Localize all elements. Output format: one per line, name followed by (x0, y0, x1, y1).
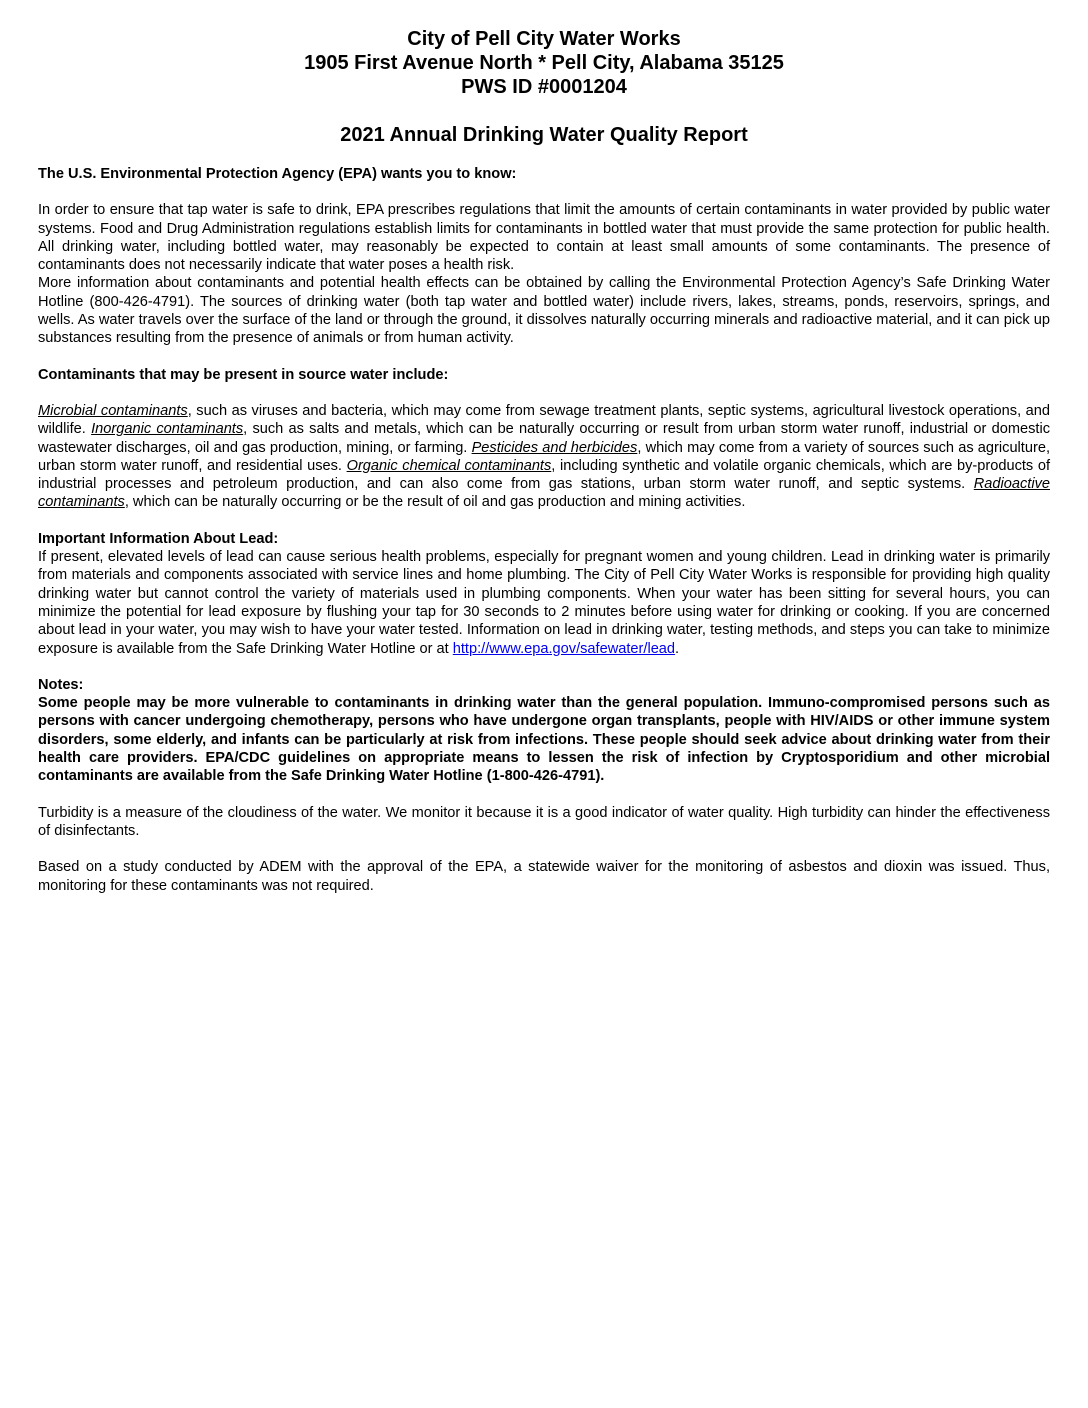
microbial-label: Microbial contaminants (38, 402, 188, 419)
contaminants-heading: Contaminants that may be present in source water include: (38, 366, 449, 383)
epa-heading: The U.S. Environmental Protection Agency (EPA) wants you to know: (38, 166, 517, 182)
pesticides-text: , which may come from a variety of sources such as agriculture, urban storm water runoff, and residential uses. (38, 439, 1051, 474)
radioactive-label: Radioactive contaminants (38, 476, 1050, 511)
radioactive-text: , which can be naturally occurring or be the result of oil and gas production and mining activities. (124, 494, 746, 511)
lead-paragraph (38, 548, 1050, 658)
lead-period: . (675, 640, 680, 657)
utility-name: City of Pell City Water Works (407, 28, 681, 50)
lead-heading: Important Information About Lead: (38, 530, 279, 547)
epa-paragraph-2: More information about contaminants and potential health effects can be obtained by calling the Environmental Protection Agency’s Safe Drinking Water Hotline (800-426-4791). The sources of drinking water (both tap water and bottled water) include rivers, lakes, streams, ponds, reservoirs, springs, and wells. As water travels over the surface of the land or through the ground, it dissolves naturally occurring minerals and radioactive material, and it can pick up substances resulting from the presence of animals or from human activity. (38, 275, 1050, 347)
inorganic-text: , such as salts and metals, which can be naturally occurring or result from urban storm water runoff, industrial or domestic wastewater discharges, oil and gas production, mining, or farming. (38, 421, 1051, 456)
epa-lead-link[interactable]: http://www.epa.gov/safewater/lead (452, 640, 676, 657)
organic-label: Organic chemical contaminants (346, 457, 552, 474)
vulnerable-notice: Some people may be more vulnerable to contaminants in drinking water than the general population. Immuno-compromised persons such as persons with cancer undergoing chemotherapy, persons who have undergone organ transplants, people with HIV/AIDS or other immune system disorders, some elderly, and infants can be particularly at risk from infections. These people should seek advice about drinking water from their health care providers. EPA/CDC guidelines on appropriate means to lessen the risk of infection by Cryptosporidium and other microbial contaminants are available from the Safe Drinking Water Hotline (1-800-426-4791). (38, 695, 1050, 785)
notes-heading: Notes: (38, 676, 84, 693)
contaminants-paragraph (38, 402, 1050, 512)
microbial-text: , such as viruses and bacteria, which may come from sewage treatment plants, septic systems, agricultural livestock operations, and wildlife. (38, 402, 1050, 438)
waiver-paragraph: Based on a study conducted by ADEM with the approval of the EPA, a statewide waiver for the monitoring of asbestos and dioxin was issued. Thus, monitoring for these contaminants was not required. (38, 859, 1050, 894)
lead-text: If present, elevated levels of lead can cause serious health problems, especially for pregnant women and young children. Lead in drinking water is primarily from materials and components associated with service lines and home plumbing. The City of Pell City Water Works is responsible for providing high quality drinking water but cannot control the variety of materials used in plumbing components. When your water has been sitting for several hours, you can minimize the potential for lead exposure by flushing your tap for 30 seconds to 2 minutes before using water for drinking or cooking. If you are concerned about lead in your water, you may wish to have your water tested. Information on lead in drinking water, testing methods, and steps you can take to minimize exposure is available from the Safe Drinking Water Hotline or at (38, 549, 1050, 657)
report-title: 2021 Annual Drinking Water Quality Report (340, 124, 748, 146)
pesticides-label: Pesticides and herbicides (471, 439, 638, 456)
utility-address: 1905 First Avenue North * Pell City, Alabama 35125 (304, 52, 784, 74)
document-content (38, 27, 1050, 895)
pws-id: PWS ID #0001204 (461, 76, 627, 98)
turbidity-paragraph: Turbidity is a measure of the cloudiness of the water. We monitor it because it is a good indicator of water quality. High turbidity can hinder the effectiveness of disinfectants. (38, 804, 1050, 839)
inorganic-label: Inorganic contaminants (91, 421, 244, 438)
epa-paragraph-1: In order to ensure that tap water is safe to drink, EPA prescribes regulations that limit the amounts of certain contaminants in water provided by public water systems. Food and Drug Administration regulations establish limits for contaminants in bottled water that must provide the same protection for public health. All drinking water, including bottled water, may reasonably be expected to contain at least small amounts of some contaminants. The presence of contaminants does not necessarily indicate that water poses a health risk. (38, 202, 1050, 274)
organic-text: , including synthetic and volatile organic chemicals, which are by-products of industrial processes and petroleum production, and can also come from gas stations, urban storm water runoff, and septic systems. (38, 457, 1050, 493)
